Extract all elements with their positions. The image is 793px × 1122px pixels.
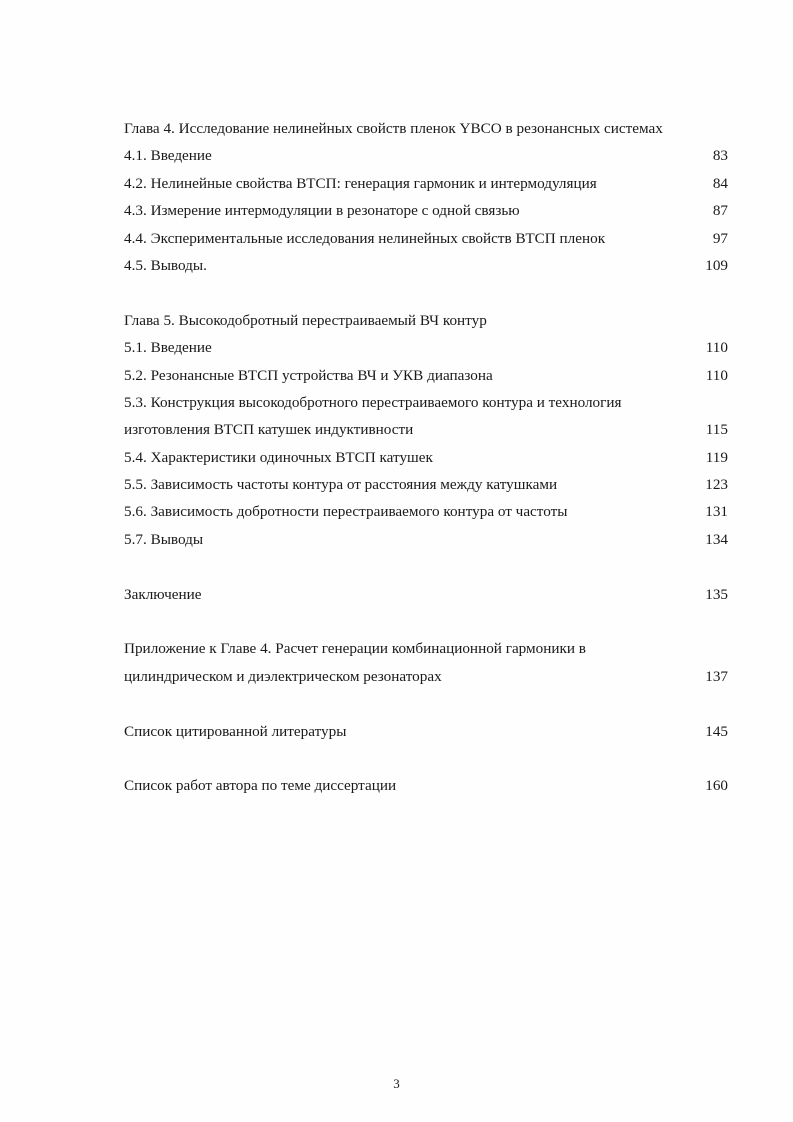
toc-entry-label: 4.2. Нелинейные свойства ВТСП: генерация гармоник и интермодуляция [124, 174, 597, 192]
toc-entry-label: Список работ автора по теме диссертации [124, 777, 397, 795]
toc-entry-page: 131 [705, 503, 728, 521]
toc-entry [124, 444, 728, 471]
toc-entry [124, 416, 728, 443]
toc-entry-appendix-line1 [124, 635, 728, 662]
spacer [124, 608, 728, 635]
toc-entry-page: 123 [705, 476, 728, 494]
toc-entry-label: 4.4. Экспериментальные исследования нелинейных свойств ВТСП пленок [124, 229, 606, 247]
toc-entry-label: 5.3. Конструкция высокодобротного перестраиваемого контура и технология [124, 393, 622, 411]
toc-entry-page: 83 [712, 147, 728, 165]
toc-entry-page: 137 [705, 667, 728, 685]
toc-entry-page: 145 [705, 722, 728, 740]
spacer [124, 745, 728, 772]
toc-entry-label: цилиндрическом и диэлектрическом резонаторах [124, 667, 442, 685]
toc-entry-label: Заключение [124, 585, 202, 603]
toc-entry [124, 252, 728, 279]
toc-entry-label: 5.6. Зависимость добротности перестраиваемого контура от частоты [124, 503, 568, 521]
table-of-contents [124, 115, 728, 800]
toc-entry-label: Приложение к Главе 4. Расчет генерации комбинационной гармоники в [124, 640, 586, 658]
toc-entry-appendix-line2 [124, 663, 728, 690]
toc-entry-label: 5.2. Резонансные ВТСП устройства ВЧ и УКВ диапазона [124, 366, 493, 384]
toc-entry-page: 160 [705, 777, 728, 795]
toc-entry [124, 498, 728, 525]
spacer [124, 690, 728, 717]
toc-entry-label: 4.5. Выводы. [124, 256, 207, 274]
toc-entry-label: Список цитированной литературы [124, 722, 347, 740]
toc-entry [124, 197, 728, 224]
spacer [124, 279, 728, 306]
toc-entry-label: 5.7. Выводы [124, 530, 204, 548]
toc-entry [124, 225, 728, 252]
chapter-heading [124, 307, 728, 334]
toc-entry-page: 119 [705, 448, 728, 466]
page-number: 3 [393, 1076, 400, 1091]
toc-entry-label: 5.5. Зависимость частоты контура от расстояния между катушками [124, 476, 558, 494]
spacer [124, 553, 728, 580]
toc-entry-page: 84 [712, 174, 728, 192]
chapter-heading [124, 115, 728, 142]
toc-entry [124, 389, 728, 416]
toc-entry-page: 97 [712, 229, 728, 247]
toc-entry-page: 115 [705, 421, 728, 439]
chapter-4-title: Глава 4. Исследование нелинейных свойств пленок YBCO в резонансных системах [124, 120, 663, 137]
toc-entry [124, 170, 728, 197]
chapter-5-title: Глава 5. Высокодобротный перестраиваемый ВЧ контур [124, 311, 487, 329]
toc-entry-author-works [124, 772, 728, 799]
toc-entry-label: 5.1. Введение [124, 339, 212, 357]
toc-entry-label: 4.1. Введение [124, 147, 212, 165]
toc-entry-page: 135 [705, 585, 728, 603]
toc-entry [124, 526, 728, 553]
toc-entry-label: 4.3. Измерение интермодуляции в резонаторе с одной связью [124, 202, 520, 220]
toc-entry [124, 362, 728, 389]
toc-entry [124, 471, 728, 498]
toc-entry-page: 110 [705, 339, 728, 357]
toc-entry-conclusion [124, 581, 728, 608]
toc-entry [124, 334, 728, 361]
toc-entry-page: 109 [705, 256, 728, 274]
toc-entry-label: 5.4. Характеристики одиночных ВТСП катушек [124, 448, 433, 466]
toc-entry-page: 110 [705, 366, 728, 384]
toc-entry [124, 142, 728, 169]
toc-entry-page: 134 [705, 530, 728, 548]
toc-entry-references [124, 718, 728, 745]
toc-entry-page: 87 [712, 202, 728, 220]
toc-entry-label: изготовления ВТСП катушек индуктивности [124, 421, 414, 439]
